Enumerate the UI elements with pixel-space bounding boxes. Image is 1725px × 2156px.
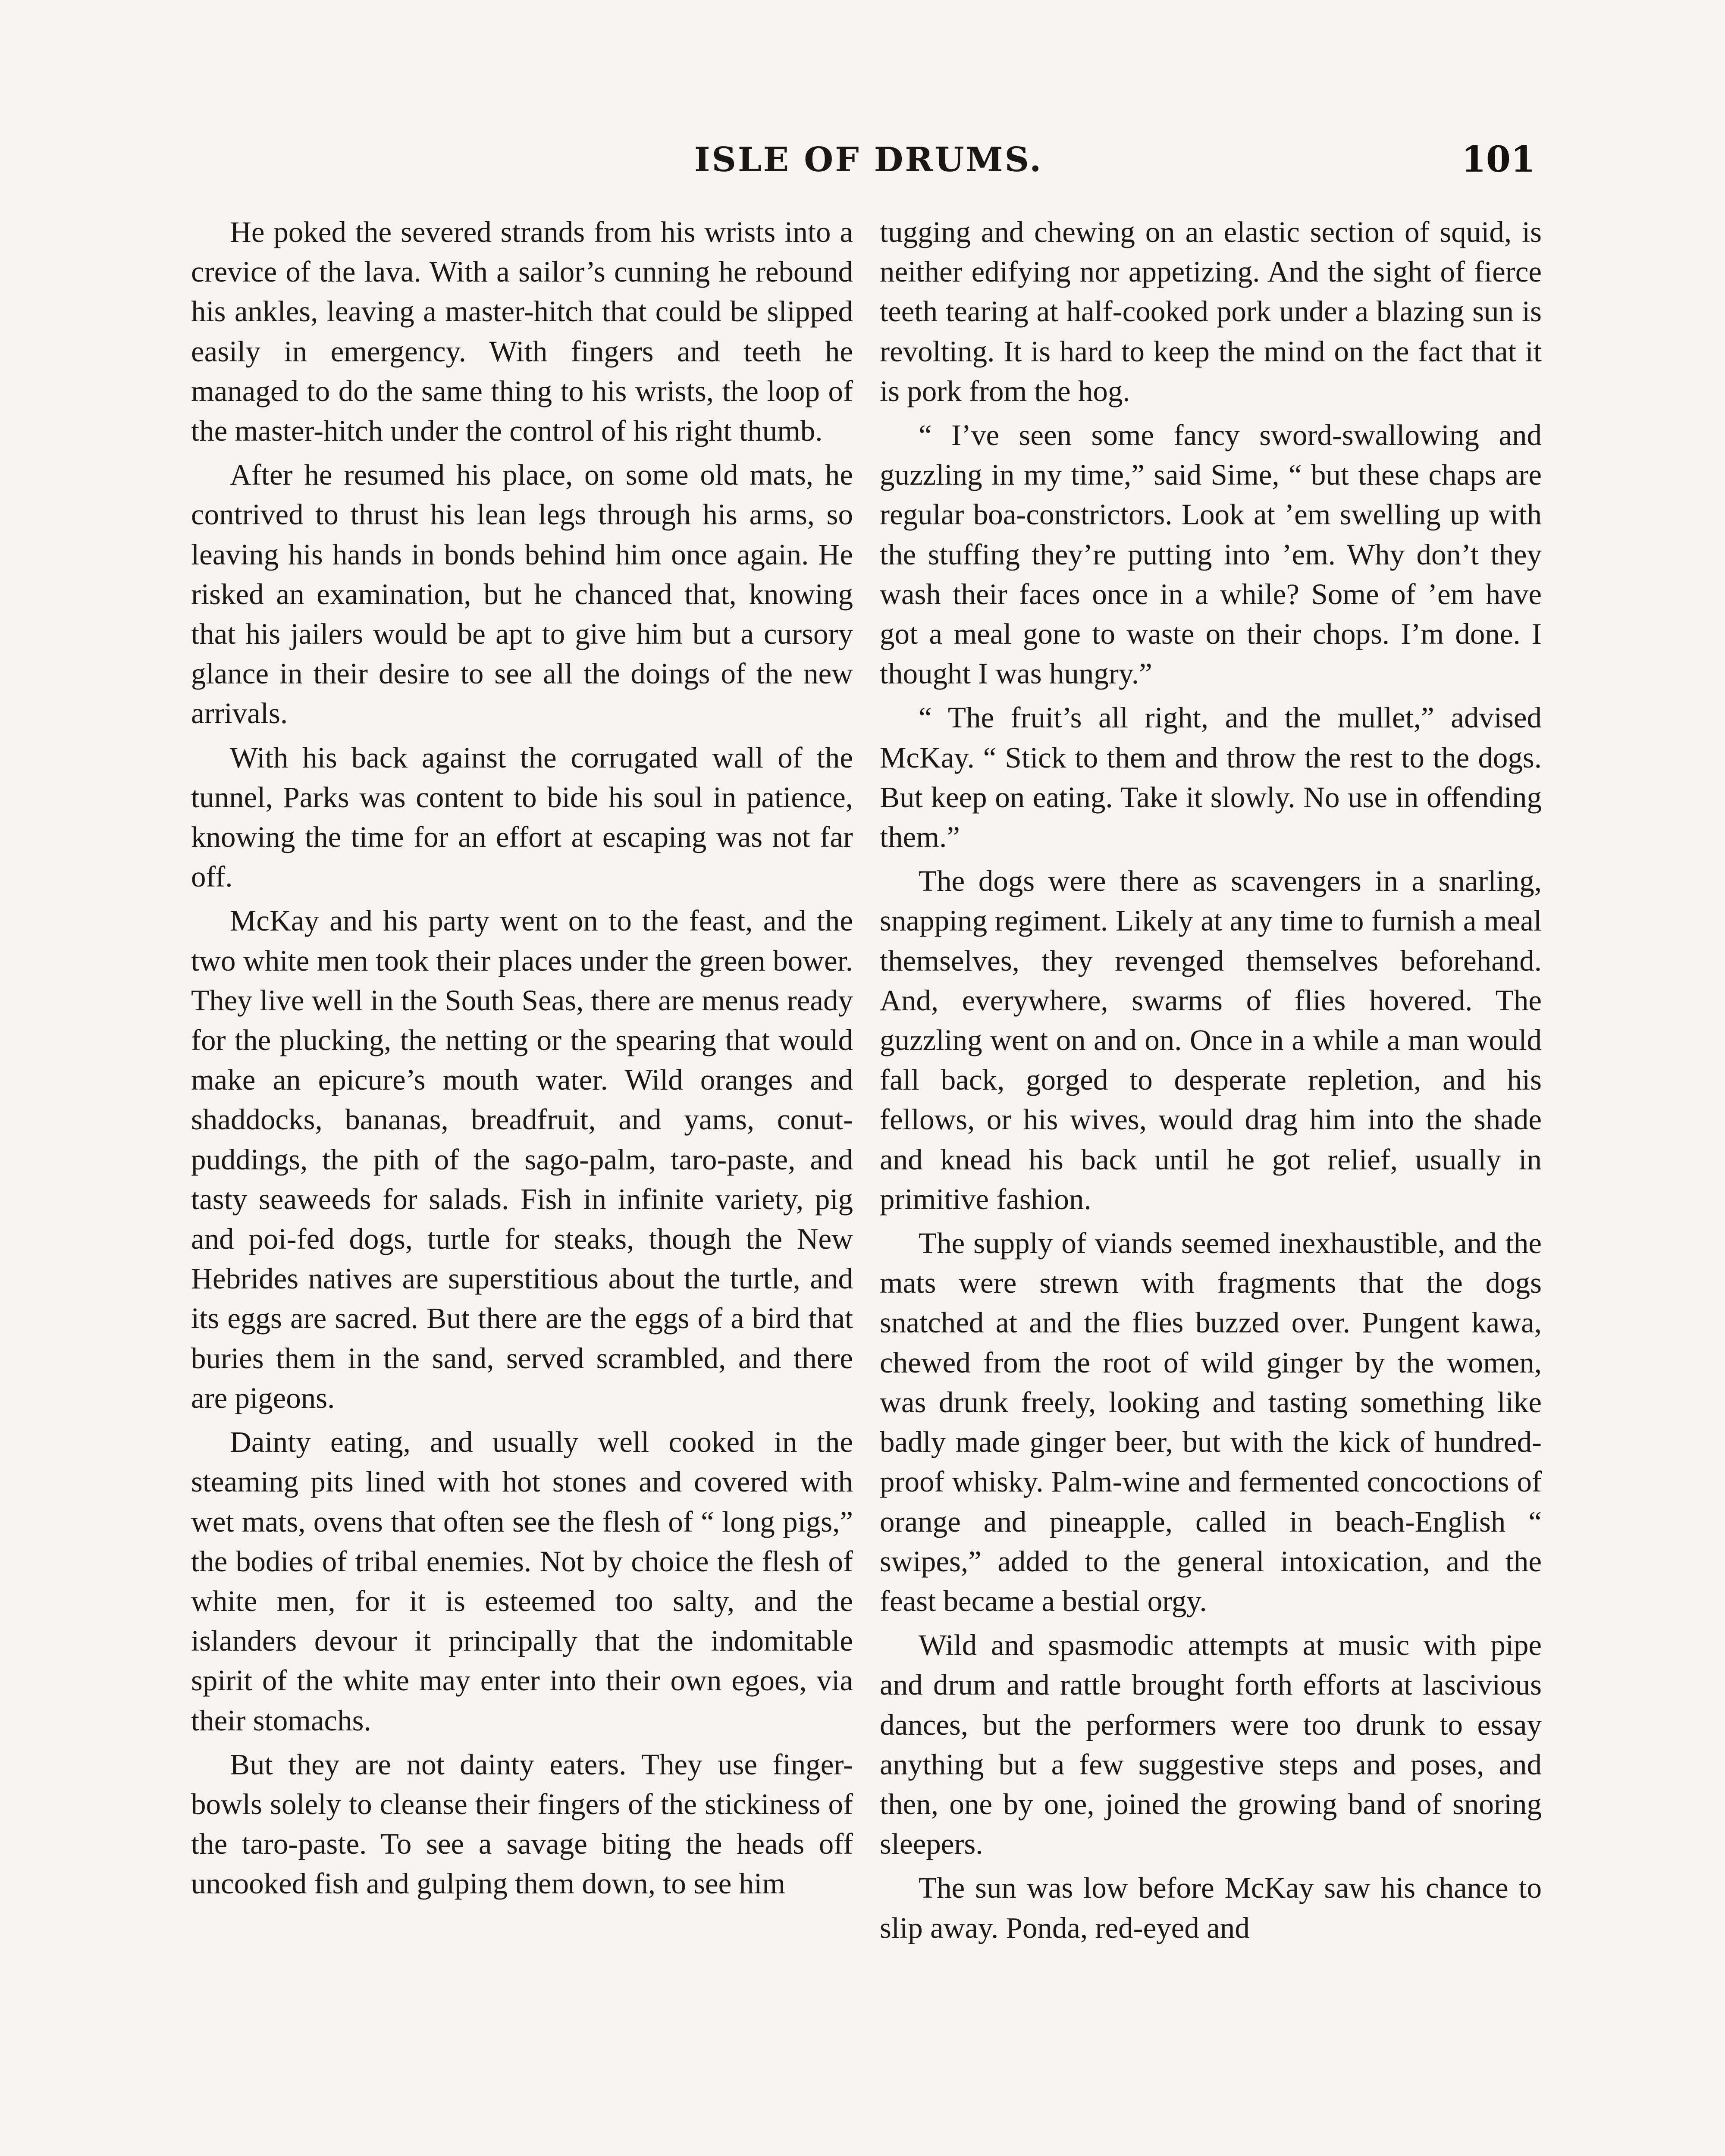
paragraph: The dogs were there as scavengers in a snarling, snapping regiment. Likely at any time to furnish a meal themselves, they revenged themselves beforehand. And, everywhere, swarms of flies hovered. The guzzling went on and on. Once in a while a man would fall back, gorged to desperate repletion, and his fellows, or his wives, would drag him into the shade and knead his back until he got relief, usually in primitive fashion. xyxy=(880,865,1542,1216)
left-column xyxy=(191,212,853,1908)
paragraph: The sun was low before McKay saw his chance to slip away. Ponda, red-eyed and xyxy=(880,1871,1542,1944)
paragraph: The supply of viands seemed inexhaustible, and the mats were strewn with fragments that the dogs snatched at and the flies buzzed over. Pungent kawa, chewed from the root of wild ginger by the women, was drunk freely, looking and tasting something like badly made ginger beer, but with the kick of hundred-proof whisky. Palm-wine and fermented concoctions of orange and pineapple, called in beach-English “ swipes,” added to the general intoxication, and the feast became a bestial orgy. xyxy=(880,1227,1542,1617)
paragraph: With his back against the corrugated wall of the tunnel, Parks was content to bide his soul in patience, knowing the time for an effort at escaping was not far off. xyxy=(191,741,853,893)
paragraph: tugging and chewing on an elastic section of squid, is neither edifying nor appetizing. And the sight of fierce teeth tearing at half-cooked pork under a blazing sun is revolting. It is hard to keep the mind on the fact that it is pork from the hog. xyxy=(880,216,1542,407)
paragraph: Dainty eating, and usually well cooked in the steaming pits lined with hot stones and covered with wet mats, ovens that often see the flesh of “ long pigs,” the bodies of tribal enemies. Not by choice the flesh of white men, for it is esteemed too salty, and the islanders devour it principally that the indomitable spirit of the white may enter into their own egoes, via their stomachs. xyxy=(191,1426,853,1737)
running-header-title: ISLE OF DRUMS. xyxy=(694,140,1043,179)
paragraph: “ The fruit’s all right, and the mullet,” advised McKay. “ Stick to them and throw the rest to the dogs. But keep on eating. Take it slowly. No use in offending them.” xyxy=(880,701,1542,854)
paragraph: Wild and spasmodic attempts at music with pipe and drum and rattle brought forth efforts at lascivious dances, but the performers were too drunk to essay anything but a few suggestive steps and poses, and then, one by one, joined the growing band of snoring sleepers. xyxy=(880,1629,1542,1861)
right-column xyxy=(880,212,1542,1952)
paragraph: But they are not dainty eaters. They use finger-bowls solely to cleanse their fingers of the stickiness of the taro-paste. To see a savage biting the heads off uncooked fish and gulping them down, to see him xyxy=(191,1748,853,1900)
page-number: 101 xyxy=(1461,139,1535,180)
paragraph: After he resumed his place, on some old mats, he contrived to thrust his lean legs through his arms, so leaving his hands in bonds behind him once again. He risked an examination, but he chanced that, knowing that his jailers would be apt to give him but a cursory glance in their desire to see all the doings of the new arrivals. xyxy=(191,458,853,730)
paragraph: “ I’ve seen some fancy sword-swallowing and guzzling in my time,” said Sime, “ but these chaps are regular boa-constrictors. Look at ’em swelling up with the stuffing they’re putting into ’em. Why don’t they wash their faces once in a while? Some of ’em have got a meal gone to waste on their chops. I’m done. I thought I was hungry.” xyxy=(880,419,1542,690)
paragraph: McKay and his party went on to the feast, and the two white men took their places under the green bower. They live well in the South Seas, there are menus ready for the plucking, the netting or the spearing that would make an epicure’s mouth water. Wild oranges and shaddocks, bananas, breadfruit, and yams, conut-puddings, the pith of the sago-palm, taro-paste, and tasty seaweeds for salads. Fish in infinite variety, pig and poi-fed dogs, turtle for steaks, though the New Hebrides natives are superstitious about the turtle, and its eggs are sacred. But there are the eggs of a bird that buries them in the sand, served scrambled, and there are pigeons. xyxy=(191,904,853,1414)
paragraph: He poked the severed strands from his wrists into a crevice of the lava. With a sailor’s cunning he rebound his ankles, leaving a master-hitch that could be slipped easily in emergency. With fingers and teeth he managed to do the same thing to his wrists, the loop of the master-hitch under the control of his right thumb. xyxy=(191,216,853,448)
